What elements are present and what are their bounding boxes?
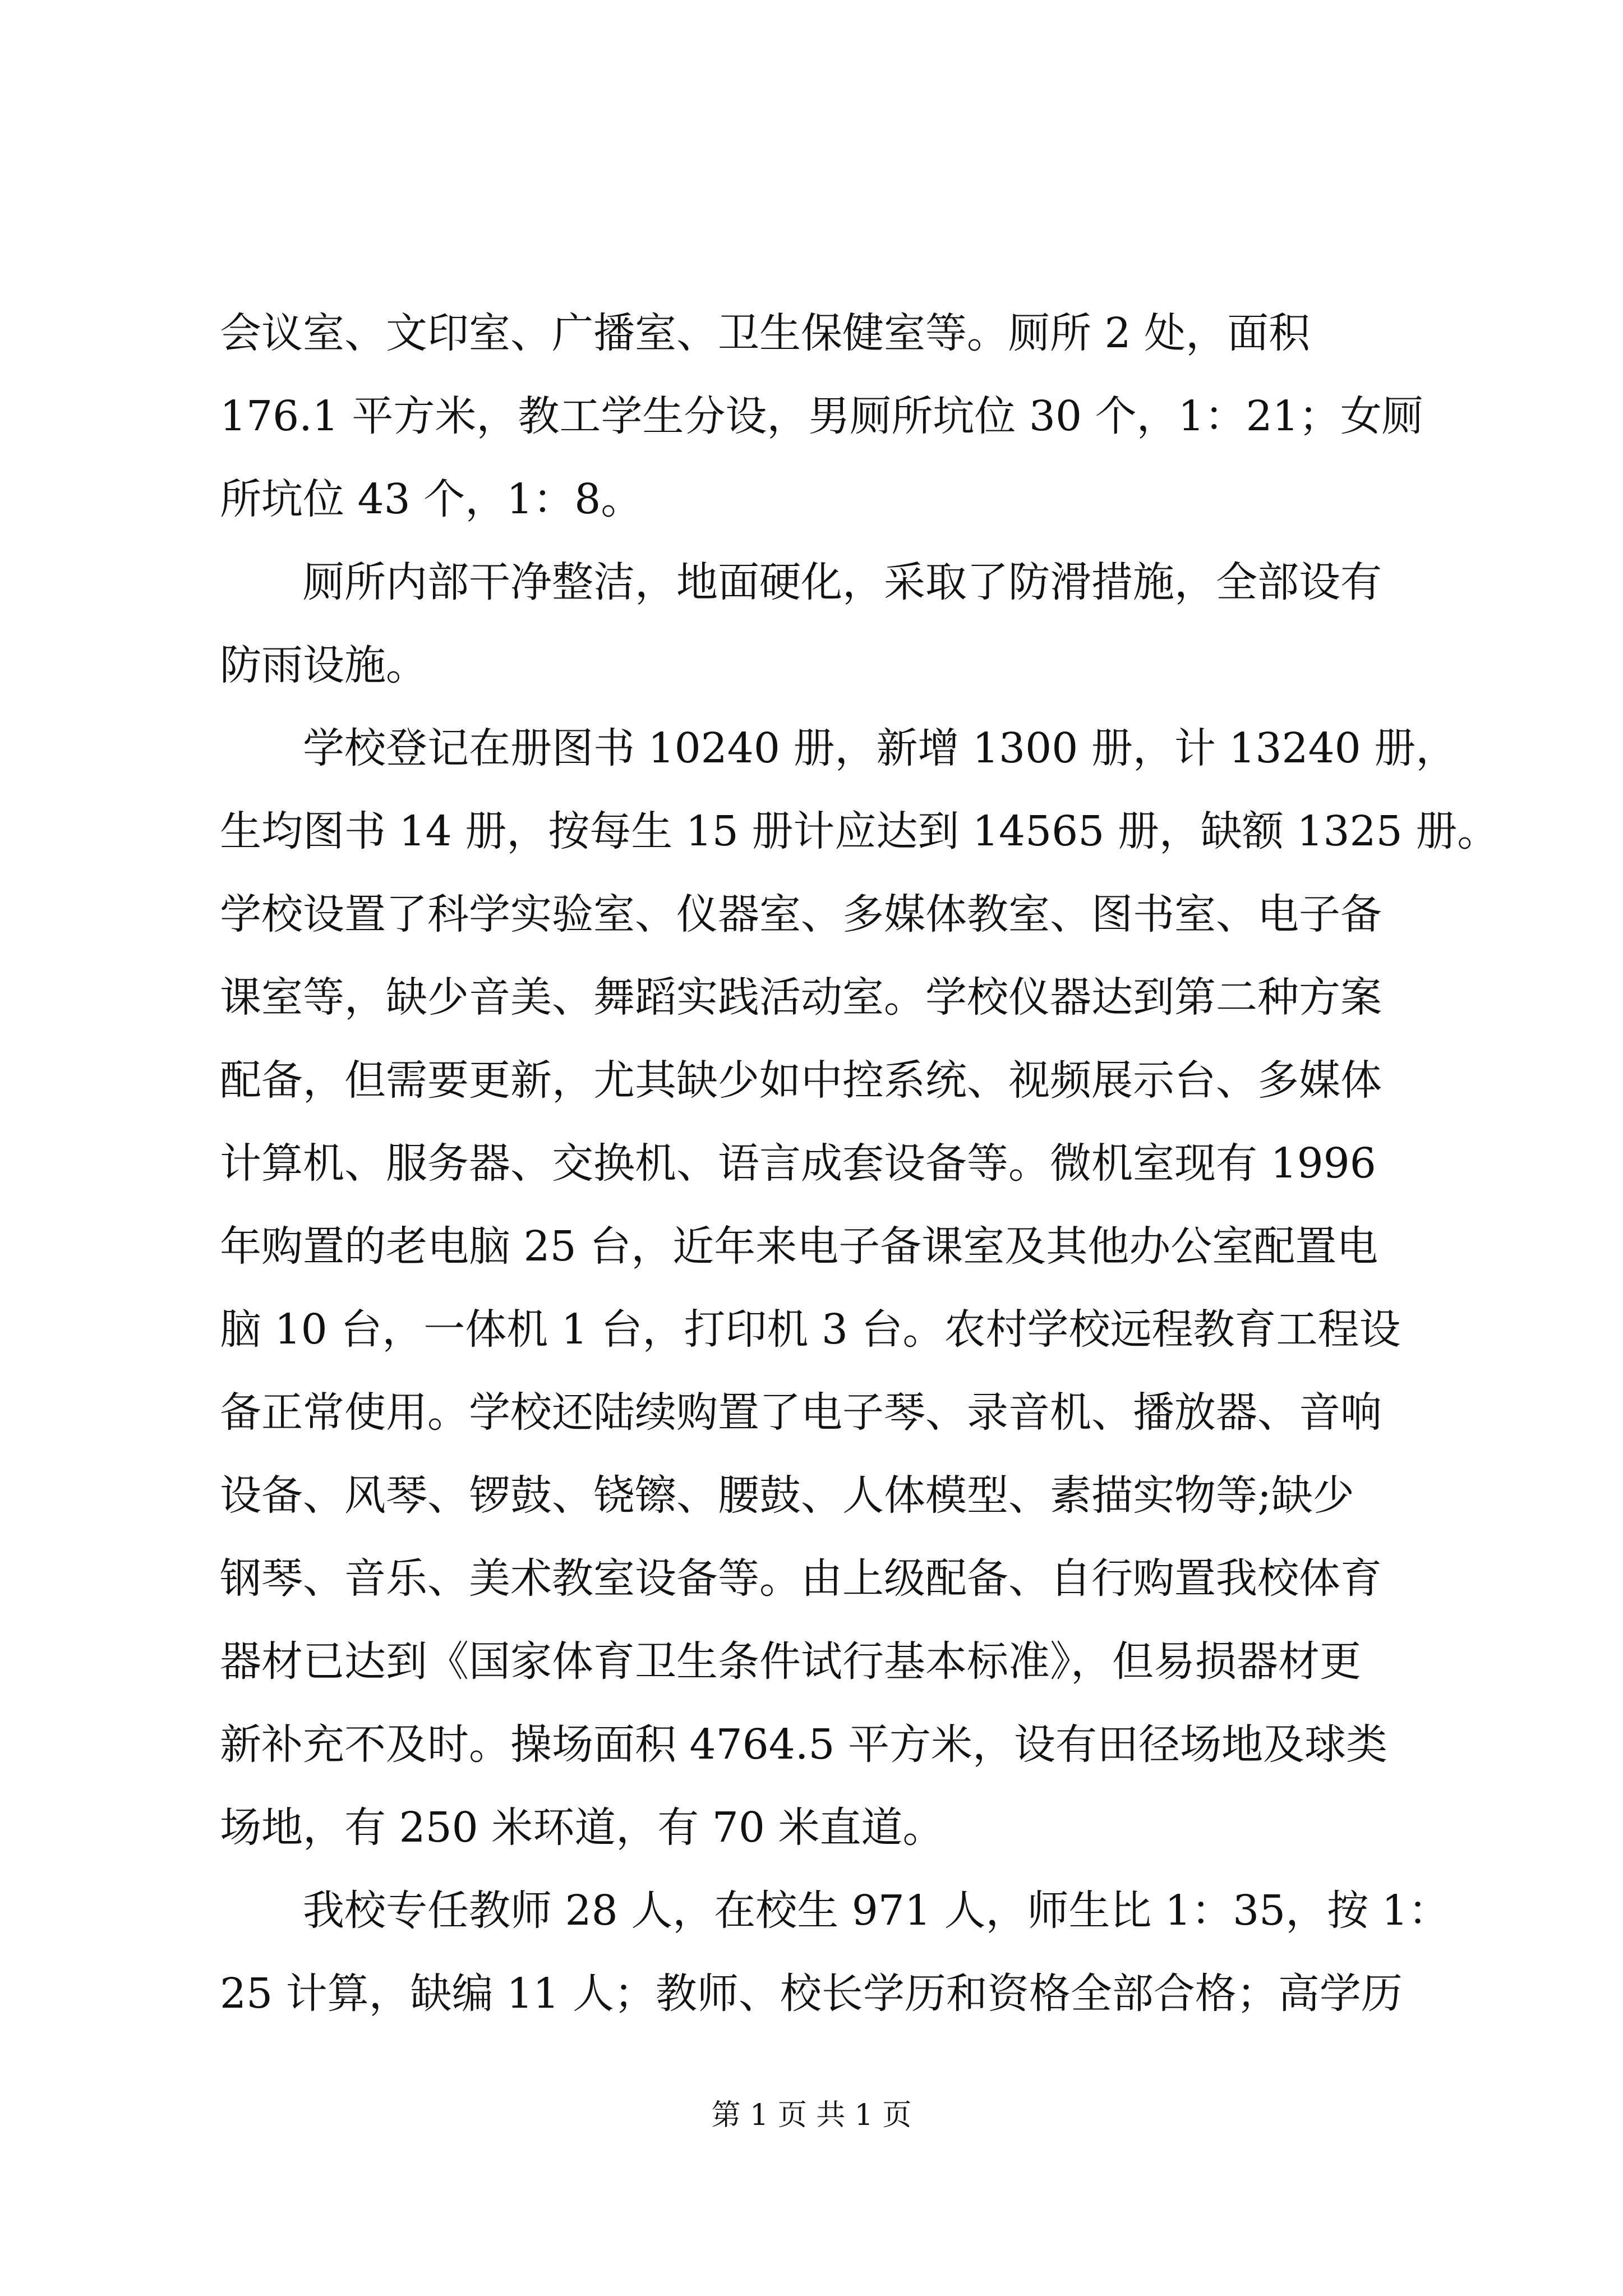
text-line: 防雨设施。	[220, 641, 427, 689]
text-line: 新补充不及时。操场面积 4764.5 平方米，设有田径场地及球类	[220, 1720, 1387, 1769]
paragraph-start-line: 我校专任教师 28 人，在校生 971 人，师生比 1：35，按 1：	[303, 1887, 1450, 1935]
text-line: 计算机、服务器、交换机、语言成套设备等。微机室现有 1996	[220, 1139, 1376, 1188]
paragraph-start-line: 厕所内部干净整洁，地面硬化，采取了防滑措施，全部设有	[303, 558, 1382, 606]
text-line: 设备、风琴、锣鼓、铙镲、腰鼓、人体模型、素描实物等;缺少	[220, 1471, 1354, 1520]
text-line: 配备，但需要更新，尤其缺少如中控系统、视频展示台、多媒体	[220, 1056, 1382, 1105]
text-line: 备正常使用。学校还陆续购置了电子琴、录音机、播放器、音响	[220, 1388, 1382, 1437]
text-line: 学校设置了科学实验室、仪器室、多媒体教室、图书室、电子备	[220, 890, 1382, 938]
text-line: 生均图书 14 册，按每生 15 册计应达到 14565 册，缺额 1325 册。	[220, 807, 1499, 855]
paragraph-start-line: 学校登记在册图书 10240 册，新增 1300 册，计 13240 册，	[303, 724, 1458, 772]
text-line: 年购置的老电脑 25 台，近年来电子备课室及其他办公室配置电	[220, 1222, 1378, 1271]
text-line: 176.1 平方米，教工学生分设，男厕所坑位 30 个，1：21；女厕	[220, 392, 1423, 440]
text-line: 场地，有 250 米环道，有 70 米直道。	[220, 1803, 944, 1852]
page-footer: 第 1 页 共 1 页	[711, 2099, 912, 2132]
text-line: 会议室、文印室、广播室、卫生保健室等。厕所 2 处，面积	[220, 309, 1311, 357]
text-line: 课室等，缺少音美、舞蹈实践活动室。学校仪器达到第二种方案	[220, 973, 1382, 1022]
text-line: 钢琴、音乐、美术教室设备等。由上级配备、自行购置我校体育	[220, 1554, 1382, 1603]
text-line: 脑 10 台，一体机 1 台，打印机 3 台。农村学校远程教育工程设	[220, 1305, 1401, 1354]
text-line: 25 计算，缺编 11 人；教师、校长学历和资格全部合格；高学历	[220, 1970, 1403, 2018]
text-line: 器材已达到《国家体育卫生条件试行基本标准》，但易损器材更	[220, 1637, 1361, 1686]
text-line: 所坑位 43 个，1：8。	[220, 475, 643, 523]
